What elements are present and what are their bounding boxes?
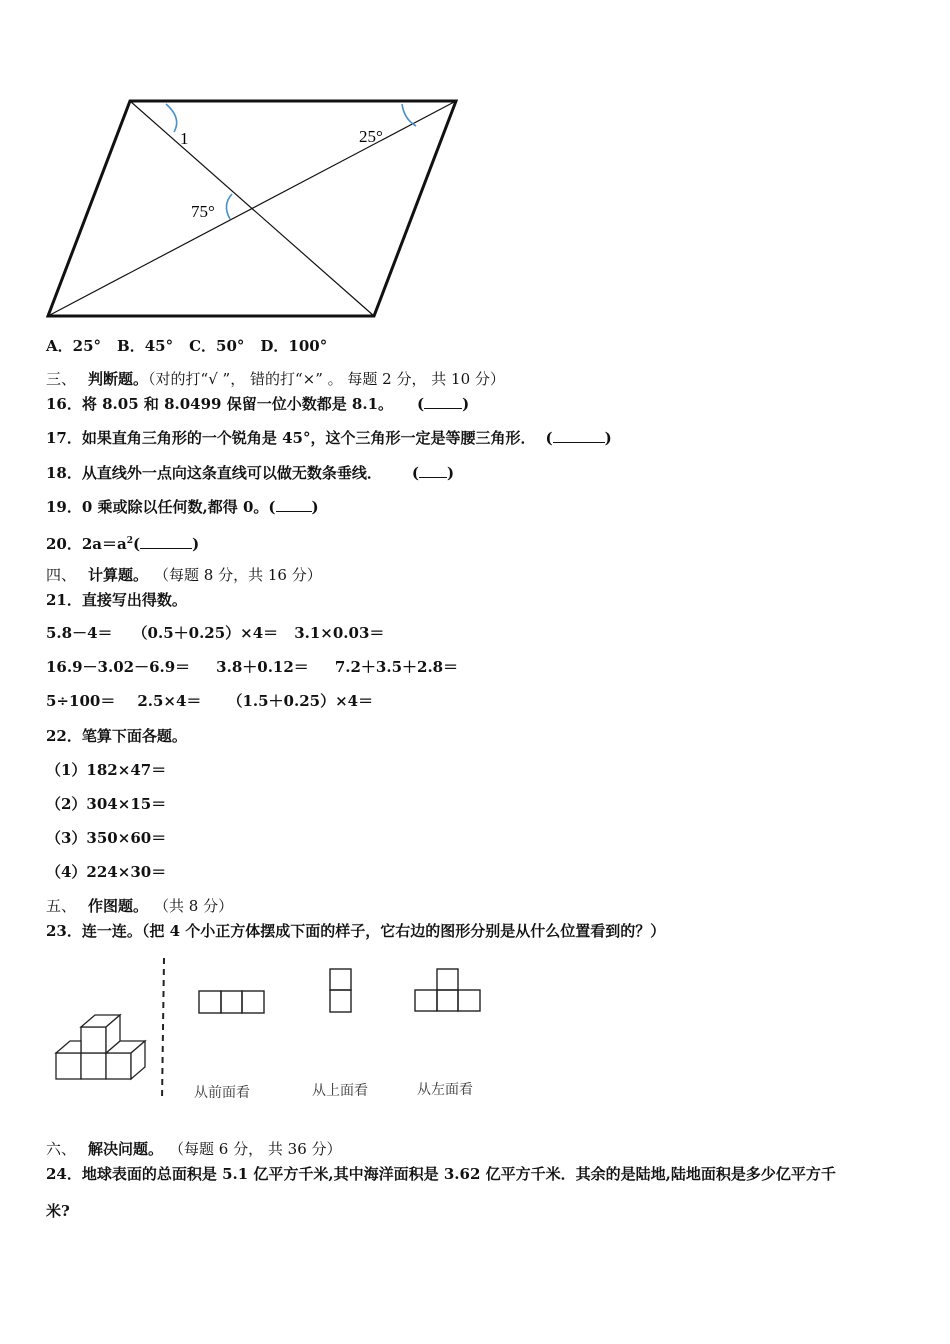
q22-item-4: （4）224×30＝ (46, 863, 167, 881)
cubes-figure (0, 950, 950, 1110)
section-6-heading (46, 1139, 342, 1159)
calc-item: （0.5＋0.25）×4＝ (132, 624, 279, 642)
calc-item: 3.8＋0.12＝ (216, 658, 309, 676)
q16: 16．将 8.05 和 8.0499 保留一位小数都是 8.1。 ( ) (46, 395, 470, 413)
answer-blank[interactable] (424, 394, 462, 409)
calc-item: 5÷100＝ (46, 692, 116, 710)
section-note: （对的打“√ ”， 错的打“×” 。 每题 2 分， 共 10 分） (148, 370, 505, 388)
section-num: 五、 (46, 897, 77, 915)
q22-item-3: （3）350×60＝ (46, 829, 167, 847)
view-front-shape (199, 991, 264, 1013)
angle-label-75: 75° (191, 202, 215, 221)
calc-item: （1.5＋0.25）×4＝ (227, 692, 374, 710)
section-num: 六、 (46, 1140, 77, 1158)
q21-row-2 (46, 657, 458, 677)
section-num: 四、 (46, 566, 77, 584)
calc-item: 7.2＋3.5＋2.8＝ (334, 658, 459, 676)
caption-left: 从左面看 (417, 1082, 473, 1098)
angle-arc-1 (166, 104, 177, 132)
q21-row-1 (46, 623, 384, 643)
question-text: 18．从直线外一点向这条直线可以做无数条垂线． (46, 464, 382, 482)
section-note: （每题 8 分，共 16 分） (154, 566, 322, 584)
q23-title: 23．连一连。（把 4 个小正方体摆成下面的样子，它右边的图形分别是从什么位置看到的？） (46, 922, 666, 940)
q22-title: 22．笔算下面各题。 (46, 727, 187, 745)
cube-stack (56, 1015, 145, 1079)
angle-label-25: 25° (359, 127, 383, 146)
view-top-shape (330, 969, 351, 1012)
view-left-shape (415, 969, 480, 1011)
exponent: 2 (126, 536, 134, 546)
option-c: C．50° (189, 337, 245, 355)
section-3-heading (46, 369, 505, 389)
q21-row-3 (46, 691, 373, 711)
q24-line-1: 24．地球表面的总面积是 5.1 亿平方千米,其中海洋面积是 3.62 亿平方千米．其余的是陆地,陆地面积是多少亿平方千 (46, 1165, 836, 1183)
q22-item-1: （1）182×47＝ (46, 761, 167, 779)
calc-item: 5.8－4＝ (46, 624, 113, 642)
section-title: 计算题。 (88, 566, 149, 584)
q18: 18．从直线外一点向这条直线可以做无数条垂线． ( ) (46, 464, 455, 482)
answer-blank[interactable] (140, 534, 192, 549)
calc-item: 16.9－3.02－6.9＝ (46, 658, 191, 676)
caption-front: 从前面看 (194, 1085, 250, 1101)
question-text: 16．将 8.05 和 8.0499 保留一位小数都是 8.1。 (46, 395, 394, 413)
answer-blank[interactable] (419, 463, 447, 478)
diagonal-2 (48, 101, 456, 316)
section-note: （共 8 分） (154, 897, 234, 915)
q20: 20．$2a=a^2$( ) (46, 535, 200, 553)
section-title: 作图题。 (88, 897, 149, 915)
calc-item: 2.5×4＝ (137, 692, 202, 710)
option-b: B．45° (117, 337, 174, 355)
question-text: 17．如果直角三角形的一个锐角是 45°，这个三角形一定是等腰三角形． (46, 429, 536, 447)
dashed-divider (162, 958, 164, 1100)
q24-line-2: 米? (46, 1202, 70, 1220)
q15-options (46, 336, 327, 356)
calc-item: 3.1×0.03＝ (294, 624, 385, 642)
q21-title: 21．直接写出得数。 (46, 591, 187, 609)
section-title: 解决问题。 (88, 1140, 164, 1158)
q17: 17．如果直角三角形的一个锐角是 45°，这个三角形一定是等腰三角形． ( ) (46, 429, 612, 447)
section-note: （每题 6 分， 共 36 分） (169, 1140, 342, 1158)
caption-top: 从上面看 (312, 1083, 368, 1099)
parallelogram-figure (0, 0, 950, 330)
angle-arc-75 (226, 194, 232, 219)
question-text: 19．0 乘或除以任何数,都得 0。 (46, 498, 269, 516)
section-4-heading (46, 565, 322, 585)
section-5-heading (46, 896, 233, 916)
section-num: 三、 (46, 370, 77, 388)
answer-blank[interactable] (553, 428, 605, 443)
angle-label-1: 1 (180, 129, 189, 148)
answer-blank[interactable] (276, 497, 312, 512)
q19: 19．0 乘或除以任何数,都得 0。( ) (46, 498, 319, 516)
section-title: 判断题。 (88, 370, 149, 388)
question-text: 20．2a＝a (46, 535, 127, 553)
q22-item-2: （2）304×15＝ (46, 795, 167, 813)
option-d: D．100° (260, 337, 328, 355)
option-a: A．25° (46, 337, 102, 355)
